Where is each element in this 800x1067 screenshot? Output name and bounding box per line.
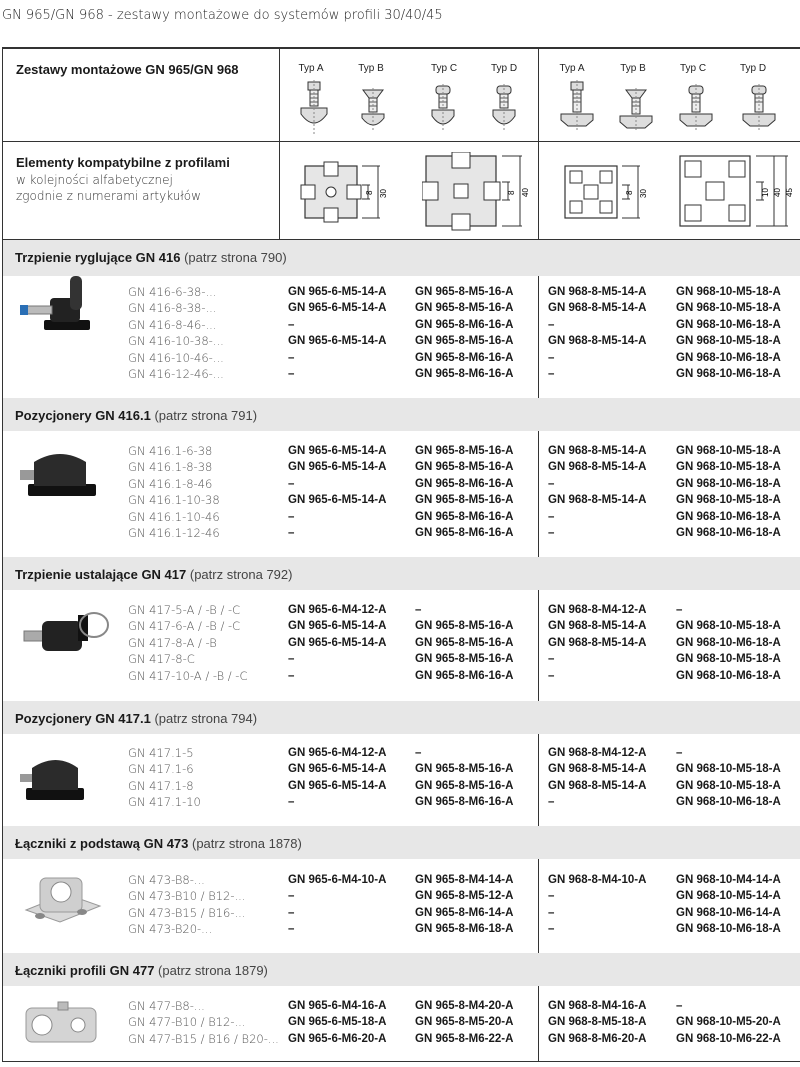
article-list	[128, 745, 201, 811]
profile-40-dim-large: 40	[521, 188, 530, 197]
assembly-column-3	[548, 443, 646, 541]
assembly-code: GN 965-8-M5-16-A	[415, 494, 514, 507]
article-number: GN 416.1-6-38	[128, 444, 213, 458]
section-title	[15, 711, 257, 726]
profile-45-dim-small: 10	[761, 188, 770, 197]
screw-type-d-icon	[487, 84, 521, 132]
article-number: GN 416.1-10-46	[128, 509, 220, 524]
assembly-code: –	[288, 368, 295, 381]
assembly-column-1	[288, 443, 386, 541]
assembly-code: GN 965-6-M4-16-A	[288, 1000, 387, 1012]
article-number: GN 417-5-A / -B / -C	[128, 603, 241, 617]
article-list	[128, 443, 220, 541]
assembly-code: GN 965-6-M5-18-A	[288, 1016, 387, 1029]
profile-30-dim-small: 8	[365, 190, 374, 195]
assembly-code: GN 965-8-M6-18-A	[415, 923, 514, 936]
article-number: GN 417.1-6	[128, 762, 194, 777]
assembly-code: GN 965-8-M5-20-A	[415, 1016, 514, 1029]
assembly-code: GN 968-10-M6-18-A	[676, 351, 781, 364]
assembly-code: –	[676, 1000, 683, 1012]
assembly-code: GN 968-10-M6-18-A	[676, 636, 781, 649]
assembly-code: GN 968-10-M5-18-A	[676, 653, 781, 666]
assembly-code: GN 965-8-M5-16-A	[415, 302, 514, 315]
assembly-code: GN 965-8-M6-16-A	[415, 351, 514, 364]
assembly-code: –	[415, 747, 422, 759]
profile-45-dim-large: 45	[785, 188, 794, 197]
assembly-code: GN 968-10-M5-18-A	[676, 286, 781, 298]
positioner-block-icon	[20, 440, 100, 515]
type-d-label-2: Typ D	[739, 63, 767, 74]
article-number: GN 473-B8-...	[128, 873, 205, 887]
assembly-code: –	[288, 923, 295, 936]
assembly-code: GN 965-8-M6-16-A	[415, 527, 514, 540]
assembly-code: –	[548, 923, 555, 936]
section-page-ref: (patrz strona 794)	[150, 711, 258, 726]
assembly-code: –	[288, 318, 295, 331]
assembly-code: GN 965-6-M5-14-A	[288, 445, 387, 457]
assembly-code: GN 968-10-M5-18-A	[676, 779, 781, 792]
type-a-label: Typ A	[298, 63, 324, 74]
assembly-code: GN 968-10-M5-20-A	[676, 1016, 781, 1029]
assembly-code: GN 965-6-M4-12-A	[288, 604, 387, 616]
assembly-code: GN 965-8-M4-20-A	[415, 1000, 514, 1012]
plunger-with-ring-icon	[20, 605, 110, 670]
assembly-column-2	[415, 872, 513, 938]
assembly-code: –	[288, 477, 295, 490]
assembly-code: GN 965-6-M5-14-A	[288, 302, 387, 315]
assembly-code: –	[548, 796, 555, 809]
profile-30b-dim-small: 8	[625, 190, 634, 195]
assembly-code: GN 968-8-M5-14-A	[548, 461, 647, 474]
assembly-title: Zestawy montażowe GN 965/GN 968	[16, 62, 239, 77]
assembly-code: GN 968-8-M6-20-A	[548, 1032, 647, 1045]
assembly-code: GN 968-8-M5-14-A	[548, 779, 647, 792]
profile-45-icon	[676, 152, 796, 234]
type-d-label: Typ D	[490, 63, 518, 74]
assembly-code: GN 965-6-M5-14-A	[288, 620, 387, 633]
assembly-code: –	[288, 796, 295, 809]
screw-type-a-icon	[297, 80, 331, 134]
assembly-code: GN 968-10-M6-14-A	[676, 906, 781, 919]
assembly-code: GN 968-10-M5-18-A	[676, 494, 781, 507]
profile-30-icon	[300, 160, 390, 226]
article-number: GN 416-8-46-...	[128, 317, 217, 332]
assembly-code: GN 968-8-M5-14-A	[548, 763, 647, 776]
type-c-label-2: Typ C	[679, 63, 707, 74]
assembly-code: GN 968-8-M5-14-A	[548, 445, 647, 457]
article-number: GN 417.1-10	[128, 795, 201, 810]
type-b-label-2: Typ B	[620, 63, 646, 74]
assembly-column-4	[676, 602, 781, 684]
article-number: GN 417.1-8	[128, 778, 194, 793]
screw-type-c-icon-2	[677, 84, 715, 132]
header-row-divider	[3, 141, 800, 142]
assembly-code: –	[288, 510, 295, 523]
assembly-code: GN 965-8-M6-22-A	[415, 1032, 514, 1045]
article-number: GN 416-10-38-...	[128, 334, 224, 349]
section-title-text: Trzpienie ryglujące GN 416	[15, 250, 181, 265]
profile-30-b-icon	[560, 160, 650, 226]
assembly-code: GN 968-8-M4-16-A	[548, 1000, 647, 1012]
assembly-code: –	[548, 527, 555, 540]
assembly-code: GN 965-6-M5-14-A	[288, 335, 387, 348]
assembly-code: –	[288, 669, 295, 682]
type-b-label: Typ B	[358, 63, 384, 74]
assembly-code: GN 968-8-M5-14-A	[548, 286, 647, 298]
profile-30b-dim-large: 30	[639, 189, 648, 198]
assembly-column-1	[288, 602, 386, 684]
column-group-divider	[538, 859, 539, 953]
assembly-code: GN 968-10-M5-18-A	[676, 461, 781, 474]
profile-40-dim-small: 8	[507, 190, 516, 195]
assembly-column-3	[548, 745, 646, 811]
assembly-code: GN 965-8-M5-16-A	[415, 445, 514, 457]
assembly-code: GN 968-10-M6-22-A	[676, 1032, 781, 1045]
screw-type-a-icon-2	[558, 80, 596, 132]
assembly-code: GN 968-8-M4-10-A	[548, 874, 647, 886]
article-number: GN 473-B20-...	[128, 922, 213, 937]
assembly-column-2	[415, 443, 513, 541]
assembly-code: –	[548, 906, 555, 919]
assembly-column-1	[288, 872, 386, 938]
assembly-column-4	[676, 998, 781, 1047]
profile-40-icon	[422, 152, 532, 234]
article-number: GN 416.1-10-38	[128, 493, 220, 508]
assembly-code: GN 968-10-M4-14-A	[676, 874, 781, 886]
article-number: GN 473-B15 / B16-...	[128, 905, 246, 920]
assembly-code: GN 965-6-M4-12-A	[288, 747, 387, 759]
assembly-code: GN 965-6-M5-14-A	[288, 763, 387, 776]
screw-type-c-icon	[426, 84, 460, 132]
assembly-code: –	[548, 368, 555, 381]
article-number: GN 416.1-12-46	[128, 526, 220, 541]
assembly-code: –	[676, 747, 683, 759]
section-title	[15, 408, 257, 423]
type-c-label: Typ C	[430, 63, 458, 74]
section-title	[15, 567, 292, 582]
assembly-code: –	[676, 604, 683, 616]
assembly-code: GN 965-8-M5-16-A	[415, 620, 514, 633]
assembly-code: GN 965-6-M4-10-A	[288, 874, 387, 886]
assembly-code: GN 965-6-M6-20-A	[288, 1032, 387, 1045]
assembly-code: GN 965-6-M5-14-A	[288, 779, 387, 792]
section-title-text: Łączniki profili GN 477	[15, 963, 155, 978]
section-title-text: Trzpienie ustalające GN 417	[15, 567, 187, 582]
article-number: GN 417-6-A / -B / -C	[128, 619, 241, 634]
assembly-code: GN 965-6-M5-14-A	[288, 286, 387, 298]
assembly-column-1	[288, 745, 386, 811]
assembly-code: GN 968-8-M5-14-A	[548, 302, 647, 315]
article-list	[128, 284, 224, 382]
assembly-code: –	[548, 351, 555, 364]
profile-45-dim-mid: 40	[773, 188, 782, 197]
article-number: GN 416.1-8-46	[128, 476, 213, 491]
assembly-code: –	[288, 890, 295, 903]
article-number: GN 416-6-38-...	[128, 285, 217, 299]
assembly-code: GN 968-8-M5-14-A	[548, 494, 647, 507]
type-a-label-2: Typ A	[559, 63, 585, 74]
assembly-code: GN 965-8-M6-16-A	[415, 477, 514, 490]
assembly-code: GN 965-8-M6-16-A	[415, 510, 514, 523]
compat-title: Elementy kompatybilne z profilami	[16, 155, 230, 170]
assembly-column-3	[548, 602, 646, 684]
assembly-code: GN 968-8-M5-14-A	[548, 335, 647, 348]
assembly-code: –	[548, 318, 555, 331]
assembly-column-3	[548, 998, 646, 1047]
assembly-code: GN 968-10-M6-18-A	[676, 318, 781, 331]
assembly-column-2	[415, 602, 513, 684]
article-number: GN 417-10-A / -B / -C	[128, 668, 248, 683]
article-number: GN 416.1-8-38	[128, 460, 213, 475]
article-number: GN 416-12-46-...	[128, 367, 224, 382]
page-title: GN 965/GN 968 - zestawy montażowe do systemów profili 30/40/45	[2, 8, 443, 23]
assembly-column-4	[676, 872, 781, 938]
assembly-code: GN 965-8-M6-14-A	[415, 906, 514, 919]
assembly-code: GN 968-10-M5-18-A	[676, 445, 781, 457]
assembly-column-1	[288, 284, 386, 382]
section-title	[15, 250, 287, 265]
assembly-code: –	[288, 906, 295, 919]
article-list	[128, 872, 246, 938]
assembly-code: GN 965-6-M5-14-A	[288, 494, 387, 507]
article-number: GN 416-10-46-...	[128, 350, 224, 365]
header-divider-1	[279, 49, 280, 239]
assembly-code: –	[288, 351, 295, 364]
assembly-column-4	[676, 443, 781, 541]
article-number: GN 477-B15 / B16 / B20-...	[128, 1031, 279, 1046]
section-page-ref: (patrz strona 1878)	[188, 836, 302, 851]
assembly-code: GN 965-8-M5-16-A	[415, 461, 514, 474]
assembly-code: GN 965-8-M6-16-A	[415, 318, 514, 331]
indexing-plunger-with-lever-icon	[20, 270, 100, 355]
assembly-code: GN 968-8-M5-14-A	[548, 636, 647, 649]
assembly-code: –	[548, 477, 555, 490]
profile-30-dim-large: 30	[379, 189, 388, 198]
assembly-column-2	[415, 284, 513, 382]
article-number: GN 417.1-5	[128, 746, 194, 760]
column-group-divider	[538, 734, 539, 826]
column-group-divider	[538, 986, 539, 1061]
screw-type-d-icon-2	[740, 84, 778, 132]
assembly-code: GN 965-8-M5-12-A	[415, 890, 514, 903]
compat-sub-2: zgodnie z numerami artykułów	[16, 189, 201, 203]
assembly-column-4	[676, 745, 781, 811]
assembly-code: GN 968-8-M4-12-A	[548, 604, 647, 616]
assembly-code: –	[548, 890, 555, 903]
section-title	[15, 963, 268, 978]
article-list	[128, 602, 248, 684]
assembly-column-2	[415, 998, 513, 1047]
article-number: GN 417-8-A / -B	[128, 635, 217, 650]
column-group-divider	[538, 590, 539, 701]
profile-clamp-connector-icon	[20, 992, 104, 1063]
screw-type-b-icon-2	[617, 88, 655, 132]
assembly-code: GN 965-8-M5-16-A	[415, 636, 514, 649]
assembly-code: –	[415, 604, 422, 616]
assembly-code: GN 965-8-M6-16-A	[415, 669, 514, 682]
positioner-small-icon	[20, 748, 90, 819]
section-title	[15, 836, 302, 851]
assembly-code: GN 968-8-M4-12-A	[548, 747, 647, 759]
article-number: GN 477-B10 / B12-...	[128, 1015, 246, 1030]
assembly-code: GN 968-10-M6-18-A	[676, 669, 781, 682]
article-number: GN 477-B8-...	[128, 999, 205, 1013]
assembly-code: GN 965-8-M5-16-A	[415, 286, 514, 298]
assembly-code: –	[548, 510, 555, 523]
assembly-code: GN 965-8-M5-16-A	[415, 335, 514, 348]
assembly-column-2	[415, 745, 513, 811]
assembly-code: GN 965-8-M4-14-A	[415, 874, 514, 886]
assembly-code: GN 965-8-M5-16-A	[415, 653, 514, 666]
assembly-code: GN 968-10-M6-18-A	[676, 368, 781, 381]
assembly-code: GN 968-10-M6-18-A	[676, 796, 781, 809]
assembly-column-4	[676, 284, 781, 382]
assembly-code: GN 968-10-M5-18-A	[676, 620, 781, 633]
base-clamp-connector-icon	[20, 866, 104, 941]
assembly-code: GN 968-10-M5-14-A	[676, 890, 781, 903]
assembly-code: GN 965-8-M5-16-A	[415, 779, 514, 792]
assembly-code: –	[288, 653, 295, 666]
column-group-divider	[538, 431, 539, 557]
section-title-text: Pozycjonery GN 417.1	[15, 711, 151, 726]
assembly-code: GN 965-8-M6-16-A	[415, 368, 514, 381]
section-page-ref: (patrz strona 790)	[180, 250, 287, 265]
assembly-column-3	[548, 284, 646, 382]
section-page-ref: (patrz strona 1879)	[154, 963, 268, 978]
article-number: GN 473-B10 / B12-...	[128, 889, 246, 904]
assembly-code: GN 965-6-M5-14-A	[288, 461, 387, 474]
assembly-code: GN 968-8-M5-18-A	[548, 1016, 647, 1029]
assembly-code: GN 965-8-M5-16-A	[415, 763, 514, 776]
assembly-code: GN 968-10-M6-18-A	[676, 510, 781, 523]
article-number: GN 417-8-C	[128, 652, 195, 667]
section-title-text: Łączniki z podstawą GN 473	[15, 836, 189, 851]
column-group-divider	[538, 276, 539, 398]
section-page-ref: (patrz strona 791)	[150, 408, 258, 423]
screw-type-b-icon	[356, 88, 390, 132]
compat-sub-1: w kolejności alfabetycznej	[16, 173, 173, 187]
section-page-ref: (patrz strona 792)	[186, 567, 293, 582]
assembly-code: GN 965-8-M6-16-A	[415, 796, 514, 809]
assembly-code: GN 968-10-M6-18-A	[676, 527, 781, 540]
assembly-code: GN 965-6-M5-14-A	[288, 636, 387, 649]
assembly-code: GN 968-8-M5-14-A	[548, 620, 647, 633]
header-divider-2	[538, 49, 539, 239]
section-title-text: Pozycjonery GN 416.1	[15, 408, 151, 423]
assembly-code: GN 968-10-M5-18-A	[676, 302, 781, 315]
assembly-column-3	[548, 872, 646, 938]
assembly-code: GN 968-10-M6-18-A	[676, 477, 781, 490]
assembly-code: GN 968-10-M6-18-A	[676, 923, 781, 936]
assembly-code: –	[288, 527, 295, 540]
assembly-code: GN 968-10-M5-18-A	[676, 763, 781, 776]
assembly-column-1	[288, 998, 386, 1047]
assembly-code: GN 968-10-M5-18-A	[676, 335, 781, 348]
assembly-code: –	[548, 669, 555, 682]
article-number: GN 416-8-38-...	[128, 301, 217, 316]
article-list	[128, 998, 279, 1047]
assembly-code: –	[548, 653, 555, 666]
